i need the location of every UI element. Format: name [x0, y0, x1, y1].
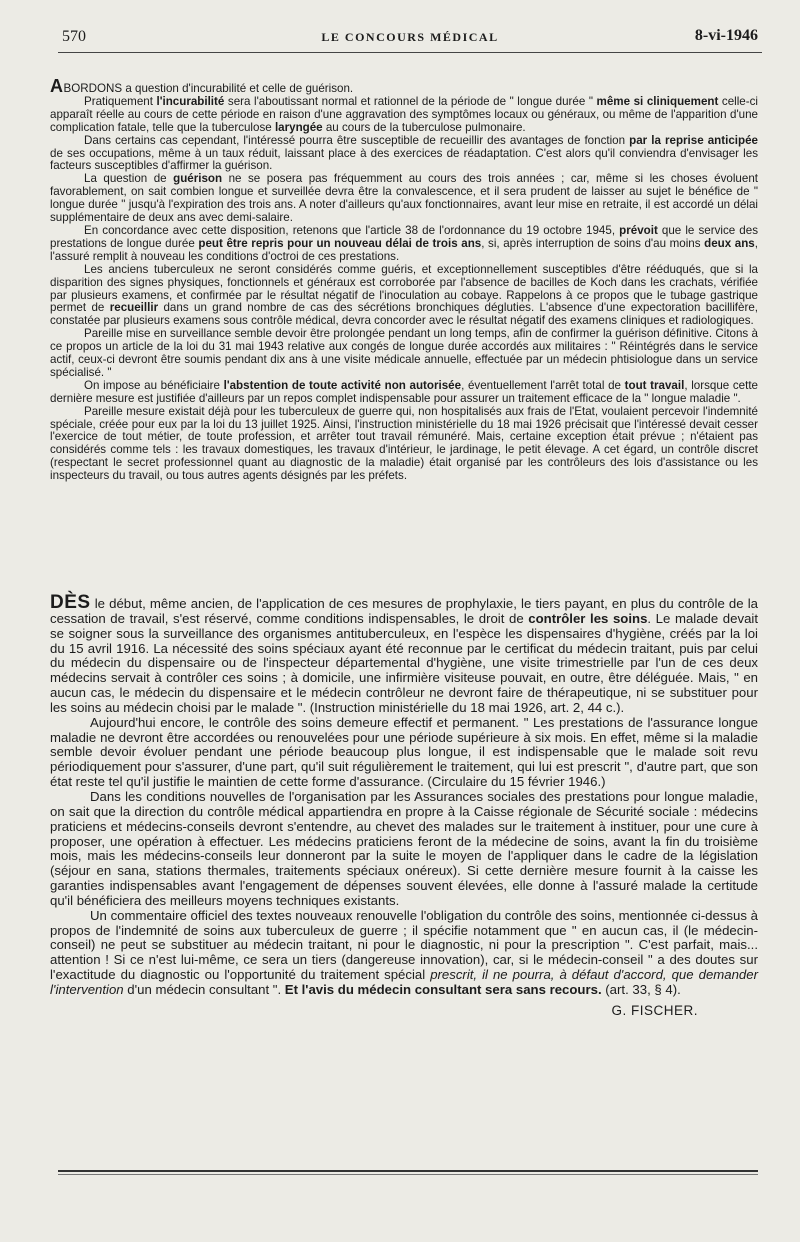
paragraph — [50, 225, 758, 264]
text-run: On impose au bénéficiaire — [84, 378, 224, 392]
text-run: , lorsque cette dernière mesure est justifiée d'ailleurs par un repos complet indispensable pour assurer un traitement efficace de la " longue maladie ". — [50, 378, 759, 405]
paragraph: Pareille mesure existait déjà pour les tuberculeux de guerre qui, non hospitalisés aux frais de l'Etat, voulaient percevoir l'indemnité spéciale, créée pour eux par la loi du 13 juillet 1925. Ainsi, l'instruction ministérielle du 18 mai 1926 précisait que l'intéressé devait cesser l'exercice de tout métier, de toute profession, et arrêter tout travail rémunéré. Mais, certaine exception était prévue ; n'étaient pas considérés comme tels : les travaux domestiques, les travaux d'intérieur, le jardinage, le petit élevage. A cet égard, un contrôle discret (respectant le secret professionnel quant au diagnostic de la maladie) était organisé par les contrôleurs des lois d'assistance ou les inspecteurs du travail, ou tous autres agents désignés par les préfets. — [50, 404, 758, 483]
bold-run: prévoit — [619, 223, 658, 237]
paragraph — [50, 76, 758, 96]
bold-run: tout travail — [624, 378, 685, 392]
bold-run: guérison — [173, 172, 223, 186]
bold-run: l'incurabilité — [156, 94, 225, 108]
text-run: Les anciens tuberculeux ne seront considérés comme guéris, et exceptionnellement susceptibles d'être rééduqués, que si la disparition des signes physiques, fonctionnels et généraux est corroborée par l'absence de bacilles de Koch dans les crachats, vérifiée par plusieurs examens, et confirmée par le résultat négatif de l'inoculation au cobaye. Rappelons à ce propos que le tubage gastrique permet de — [50, 262, 758, 315]
bold-run: recueillir — [109, 301, 159, 315]
paragraph — [50, 592, 758, 716]
issue-date: 8-vi-1946 — [694, 27, 758, 44]
paragraph: Aujourd'hui encore, le contrôle des soins demeure effectif et permanent. " Les prestations de l'assurance longue maladie ne devront être accordées ou renouvelées pour une période supérieure à six mois. En effet, même si la maladie semble devoir évoluer pendant une période beaucoup plus longue, il est indispensable que le malade soit revu périodiquement pour s'assurer, d'une part, qu'il suit régulièrement le traitement, qui lui est prescrit ", d'autre part, que son état reste tel qu'il justifie le maintien de cette forme d'assurance. (Circulaire du 15 février 1946.) — [50, 714, 758, 790]
bottom-rule — [58, 1170, 758, 1172]
journal-title: LE CONCOURS MÉDICAL — [321, 30, 499, 44]
bold-run: peut être repris pour un nouveau délai de trois ans — [198, 236, 482, 250]
paragraph — [50, 380, 758, 406]
paragraph — [50, 909, 758, 998]
bold-run: deux ans — [704, 236, 755, 250]
article-section-care-control — [50, 592, 758, 1019]
page-number: 570 — [62, 28, 86, 45]
text-run: Pratiquement — [84, 94, 157, 108]
text-run: (art. 33, § 4). — [601, 981, 681, 997]
italic-run: prescrit, il ne pourra, à défaut d'accord, que demander l'intervention — [50, 967, 758, 997]
text-run: le début, même ancien, de l'application de ces mesures de prophylaxie, le tiers payant, en plus du contrôle de la cessation de travail, s'est réservé, comme conditions indispensables, le droit de — [50, 596, 758, 626]
text-run: Dans certains cas cependant, l'intéressé pourra être susceptible de recueillir des avantages de fonction — [84, 133, 630, 147]
text-run: , éventuellement l'arrêt total de — [461, 378, 625, 392]
text-run: , l'assuré remplit à nouveau les conditions d'octroi de ces prestations. — [50, 236, 758, 263]
bold-run: contrôler les soins — [528, 610, 648, 626]
bold-run: Et l'avis du médecin consultant sera sans recours. — [284, 981, 602, 997]
paragraph — [50, 96, 758, 135]
text-run: ne se posera pas fréquemment au cours des trois années ; car, même si les choses évoluent favorablement, on sait combien longue et surveillée devra être la convalescence, et il sera prudent de laisser au sujet le bénéfice de " longue durée " jusqu'à l'expiration des trois ans. A noter d'ailleurs qu'aux fonctionnaires, avant leur mise en retraite, il est accordé un délai supplémentaire de deux ans avec demi-salaire. — [50, 172, 758, 225]
bottom-rule-thin — [58, 1174, 758, 1175]
text-run: dans un grand nombre de cas des sécrétions bronchiques dégluties. L'absence d'une expectoration bacillifère, constatée par plusieurs examens sous contrôle médical, devra concorder avec le résultat négatif des examens cliniques et radiologiques. — [50, 301, 758, 328]
paragraph: Pareille mise en surveillance semble devoir être prolongée pendant un long temps, afin de confirmer la guérison définitive. Citons à ce propos un article de la loi du 31 mai 1943 relative aux congés de longue durée accordés aux militaires : " Réintégrés dans le service actif, ceux-ci devront être soumis pendant dix ans à une visite médicale annuelle, effectuée par un médecin phtisiologue dans un service spécialisé. " — [50, 327, 758, 379]
article-section-incurability — [50, 76, 759, 483]
bold-run: même si cliniquement — [596, 94, 719, 108]
running-header — [58, 22, 762, 53]
bold-run: laryngée — [274, 120, 323, 134]
bold-run: l'abstention de toute activité non autorisée — [223, 378, 462, 392]
paragraph — [50, 264, 758, 329]
bold-run: par la reprise anticipée — [629, 133, 758, 147]
text-run: de ses occupations, même à un taux réduit, laissant place à des exercices de réadaptation. C'est alors qu'il conviendra d'envisager les facteurs susceptibles d'affirmer la guérison. — [50, 146, 758, 173]
author-signature: G. FISCHER. — [611, 1002, 698, 1018]
text-run: au cours de la tuberculose pulmonaire. — [322, 120, 526, 134]
paragraph — [50, 173, 758, 225]
text-run: que le service des prestations de longue durée — [50, 223, 758, 250]
text-run: En concordance avec cette disposition, retenons que l'article 38 de l'ordonnance du 19 octobre 1945, — [84, 223, 620, 237]
paragraph-text: BORDONS a question d'incurabilité et celle de guérison. — [63, 82, 354, 95]
text-run: celle-ci apparaît réelle au cours de cette période en raison d'une aggravation des symptômes locaux ou généraux, ou même de l'apparition d'une complication fatale, telle que la tuberculose — [50, 94, 758, 134]
text-run: sera l'aboutissant normal et rationnel de la période de " longue durée " — [224, 94, 597, 108]
text-run: . Le malade devait se soigner sous la surveillance des organismes antituberculeux, en l'espèce les dispensaires d'hygiène, créés par la loi du 15 avril 1916. La nécessité des soins spéciaux ayant été reconnue par le certificat du médecin traitant, puis par celui du médecin du dispensaire ou de l'inspecteur départemental d'hygiène, une visite trimestrielle par l'un de ces deux médecins servait à contrôler ces soins ; à domicile, une infirmière visiteuse pouvait, en outre, être déléguée. Mais, " en aucun cas, le médecin du dispensaire et le médecin contrôleur ne devront faire de thérapeutique, ni se substituer pour les soins au médecin choisi par le malade ". (Instruction ministérielle du 18 mai 1926, art. 2, 44 c.). — [50, 610, 758, 715]
text-run: d'un médecin consultant ". — [123, 981, 285, 997]
text-run: La question de — [84, 172, 174, 186]
paragraph: Dans les conditions nouvelles de l'organisation par les Assurances sociales des prestations pour longue maladie, on sait que la direction du contrôle médical appartiendra en propre à la Caisse régionale de Sécurité sociale : médecins praticiens et médecins-conseils devront s'entendre, au chevet des malades sur le traitement à instituer, pour une cure à proposer, une opération à effectuer. Les médecins praticiens feront de la médecine de soins, avant la fin du troisième mois, mais les médecins-conseils leur donneront par la suite le moyen de l'appliquer dans le cadre de la législation (séjour en sana, stations thermales, traitements spéciaux onéreux). Si cette dernière mesure fournit à la caisse les garanties indispensables avant l'engagement de dépenses souvent élevées, elle donne à l'assuré malade la certitude qu'il bénéficiera des meilleurs moyens techniques existants. — [50, 788, 758, 908]
text-run: , si, après interruption de soins d'au moins — [481, 236, 705, 250]
drop-cap: DÈS — [50, 592, 91, 613]
drop-cap: A — [50, 76, 64, 96]
text-run: Un commentaire officiel des textes nouveaux renouvelle l'obligation du contrôle des soins, mentionnée ci-dessus à propos de l'indemnité de soins aux tuberculeux de guerre ; il spécifie notamment que " en aucun cas, il (le médecin-conseil) ne peut se substituer au médecin traitant, ni pour le diagnostic, ni pour la prescription ". C'est parfait, mais... attention ! Si ce n'est lui-même, ce sera un tiers (dangereuse innovation), car, si le médecin-conseil " a des doutes sur l'exactitude du diagnostic ou l'opportunité du traitement spécial — [50, 907, 758, 983]
paragraph — [50, 135, 758, 174]
